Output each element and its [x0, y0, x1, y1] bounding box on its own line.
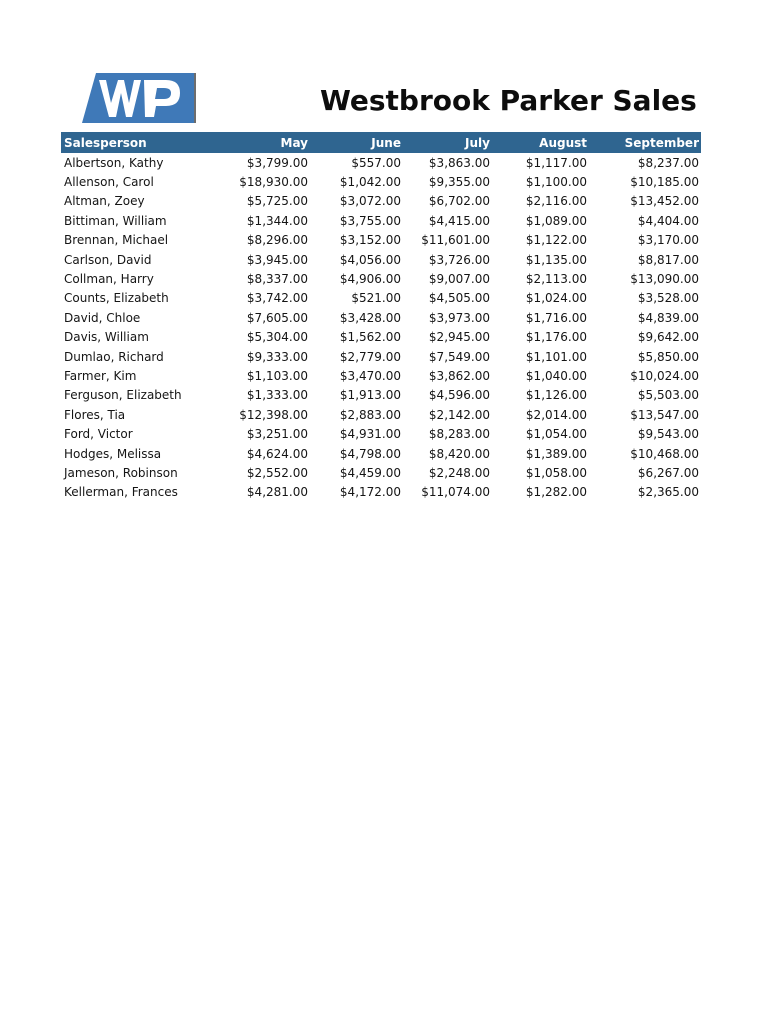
cell-september: $13,090.00: [630, 272, 699, 287]
cell-august: $1,054.00: [525, 427, 587, 442]
cell-june: $3,755.00: [339, 213, 401, 228]
cell-may: $5,304.00: [246, 330, 308, 345]
cell-salesperson: Flores, Tia: [64, 407, 126, 422]
table-row: [61, 211, 701, 230]
cell-salesperson: Bittiman, William: [64, 213, 167, 228]
table-row: [61, 386, 701, 405]
page-title: Westbrook Parker Sales: [320, 84, 697, 117]
cell-may: $7,605.00: [246, 310, 308, 325]
table-row: [61, 424, 701, 443]
table-row: [61, 269, 701, 288]
cell-august: $1,126.00: [525, 388, 587, 403]
cell-august: $1,135.00: [525, 252, 587, 267]
table-row: [61, 463, 701, 482]
cell-june: $4,459.00: [339, 465, 401, 480]
header-august: August: [492, 132, 589, 153]
sales-table-container: [61, 132, 699, 502]
table-row: [61, 289, 701, 308]
table-row: [61, 172, 701, 191]
cell-july: $2,945.00: [428, 330, 490, 345]
cell-may: $1,103.00: [246, 368, 308, 383]
cell-august: $2,116.00: [525, 194, 587, 209]
cell-september: $9,543.00: [637, 427, 699, 442]
cell-june: $521.00: [351, 291, 401, 306]
cell-salesperson: Allenson, Carol: [64, 175, 154, 190]
cell-june: $4,931.00: [339, 427, 401, 442]
table-body: [61, 153, 701, 502]
cell-september: $2,365.00: [637, 485, 699, 500]
header-may: May: [233, 132, 310, 153]
cell-june: $3,470.00: [339, 368, 401, 383]
table-row: [61, 153, 701, 172]
cell-salesperson: Counts, Elizabeth: [64, 291, 169, 306]
cell-salesperson: Brennan, Michael: [64, 233, 169, 248]
cell-july: $3,726.00: [428, 252, 490, 267]
cell-june: $1,562.00: [339, 330, 401, 345]
cell-may: $4,624.00: [246, 446, 308, 461]
cell-may: $4,281.00: [246, 485, 308, 500]
cell-may: $1,333.00: [246, 388, 308, 403]
cell-may: $5,725.00: [246, 194, 308, 209]
cell-september: $10,185.00: [630, 175, 699, 190]
cell-july: $4,505.00: [428, 291, 490, 306]
cell-june: $3,428.00: [339, 310, 401, 325]
cell-july: $2,248.00: [428, 465, 490, 480]
cell-may: $8,296.00: [246, 233, 308, 248]
cell-salesperson: Carlson, David: [64, 252, 152, 267]
cell-june: $557.00: [351, 155, 401, 170]
header-july: July: [403, 132, 492, 153]
cell-august: $1,117.00: [525, 155, 587, 170]
table-row: [61, 366, 701, 385]
cell-may: $12,398.00: [239, 407, 308, 422]
table-row: [61, 347, 701, 366]
cell-july: $3,973.00: [428, 310, 490, 325]
table-row: [61, 444, 701, 463]
cell-september: $8,817.00: [637, 252, 699, 267]
cell-july: $4,596.00: [428, 388, 490, 403]
cell-salesperson: Altman, Zoey: [64, 194, 145, 209]
cell-september: $13,547.00: [630, 407, 699, 422]
cell-august: $1,176.00: [525, 330, 587, 345]
cell-salesperson: Dumlao, Richard: [64, 349, 164, 364]
cell-may: $3,945.00: [246, 252, 308, 267]
cell-august: $1,024.00: [525, 291, 587, 306]
cell-september: $9,642.00: [637, 330, 699, 345]
cell-july: $9,355.00: [428, 175, 490, 190]
cell-september: $6,267.00: [637, 465, 699, 480]
cell-salesperson: Davis, William: [64, 330, 149, 345]
header-salesperson: Salesperson: [61, 132, 233, 153]
cell-salesperson: David, Chloe: [64, 310, 141, 325]
cell-august: $2,014.00: [525, 407, 587, 422]
cell-august: $1,389.00: [525, 446, 587, 461]
cell-salesperson: Kellerman, Frances: [64, 485, 178, 500]
company-logo: [82, 73, 198, 123]
cell-june: $3,152.00: [339, 233, 401, 248]
cell-may: $3,742.00: [246, 291, 308, 306]
cell-july: $4,415.00: [428, 213, 490, 228]
cell-august: $1,089.00: [525, 213, 587, 228]
cell-july: $8,420.00: [428, 446, 490, 461]
cell-june: $1,042.00: [339, 175, 401, 190]
cell-july: $7,549.00: [428, 349, 490, 364]
cell-july: $11,601.00: [421, 233, 490, 248]
cell-september: $8,237.00: [637, 155, 699, 170]
cell-august: $2,113.00: [525, 272, 587, 287]
header-june: June: [310, 132, 403, 153]
cell-july: $2,142.00: [428, 407, 490, 422]
cell-may: $8,337.00: [246, 272, 308, 287]
cell-september: $4,839.00: [637, 310, 699, 325]
table-header-row: [61, 132, 701, 153]
cell-june: $4,172.00: [339, 485, 401, 500]
cell-september: $3,170.00: [637, 233, 699, 248]
table-row: [61, 405, 701, 424]
table-row: [61, 308, 701, 327]
cell-may: $1,344.00: [246, 213, 308, 228]
cell-july: $6,702.00: [428, 194, 490, 209]
cell-june: $4,056.00: [339, 252, 401, 267]
cell-may: $3,251.00: [246, 427, 308, 442]
cell-september: $10,468.00: [630, 446, 699, 461]
cell-july: $3,862.00: [428, 368, 490, 383]
cell-may: $18,930.00: [239, 175, 308, 190]
cell-september: $3,528.00: [637, 291, 699, 306]
cell-june: $3,072.00: [339, 194, 401, 209]
table-row: [61, 483, 701, 502]
cell-august: $1,282.00: [525, 485, 587, 500]
cell-may: $2,552.00: [246, 465, 308, 480]
cell-september: $5,850.00: [637, 349, 699, 364]
cell-salesperson: Jameson, Robinson: [64, 465, 178, 480]
cell-may: $3,799.00: [246, 155, 308, 170]
cell-september: $4,404.00: [637, 213, 699, 228]
cell-august: $1,100.00: [525, 175, 587, 190]
cell-june: $4,906.00: [339, 272, 401, 287]
cell-august: $1,040.00: [525, 368, 587, 383]
cell-july: $3,863.00: [428, 155, 490, 170]
cell-july: $8,283.00: [428, 427, 490, 442]
cell-august: $1,101.00: [525, 349, 587, 364]
cell-september: $10,024.00: [630, 368, 699, 383]
cell-salesperson: Ferguson, Elizabeth: [64, 388, 182, 403]
cell-september: $5,503.00: [637, 388, 699, 403]
cell-salesperson: Farmer, Kim: [64, 368, 137, 383]
cell-salesperson: Collman, Harry: [64, 272, 154, 287]
cell-june: $2,779.00: [339, 349, 401, 364]
cell-august: $1,058.00: [525, 465, 587, 480]
table-row: [61, 250, 701, 269]
cell-salesperson: Ford, Victor: [64, 427, 133, 442]
cell-salesperson: Hodges, Melissa: [64, 446, 162, 461]
cell-june: $4,798.00: [339, 446, 401, 461]
cell-august: $1,716.00: [525, 310, 587, 325]
cell-salesperson: Albertson, Kathy: [64, 155, 164, 170]
cell-july: $9,007.00: [428, 272, 490, 287]
cell-july: $11,074.00: [421, 485, 490, 500]
cell-september: $13,452.00: [630, 194, 699, 209]
cell-june: $1,913.00: [339, 388, 401, 403]
cell-august: $1,122.00: [525, 233, 587, 248]
table-row: [61, 192, 701, 211]
table-row: [61, 328, 701, 347]
cell-june: $2,883.00: [339, 407, 401, 422]
table-row: [61, 231, 701, 250]
header-september: September: [589, 132, 701, 153]
sales-table: [61, 132, 701, 502]
cell-may: $9,333.00: [246, 349, 308, 364]
